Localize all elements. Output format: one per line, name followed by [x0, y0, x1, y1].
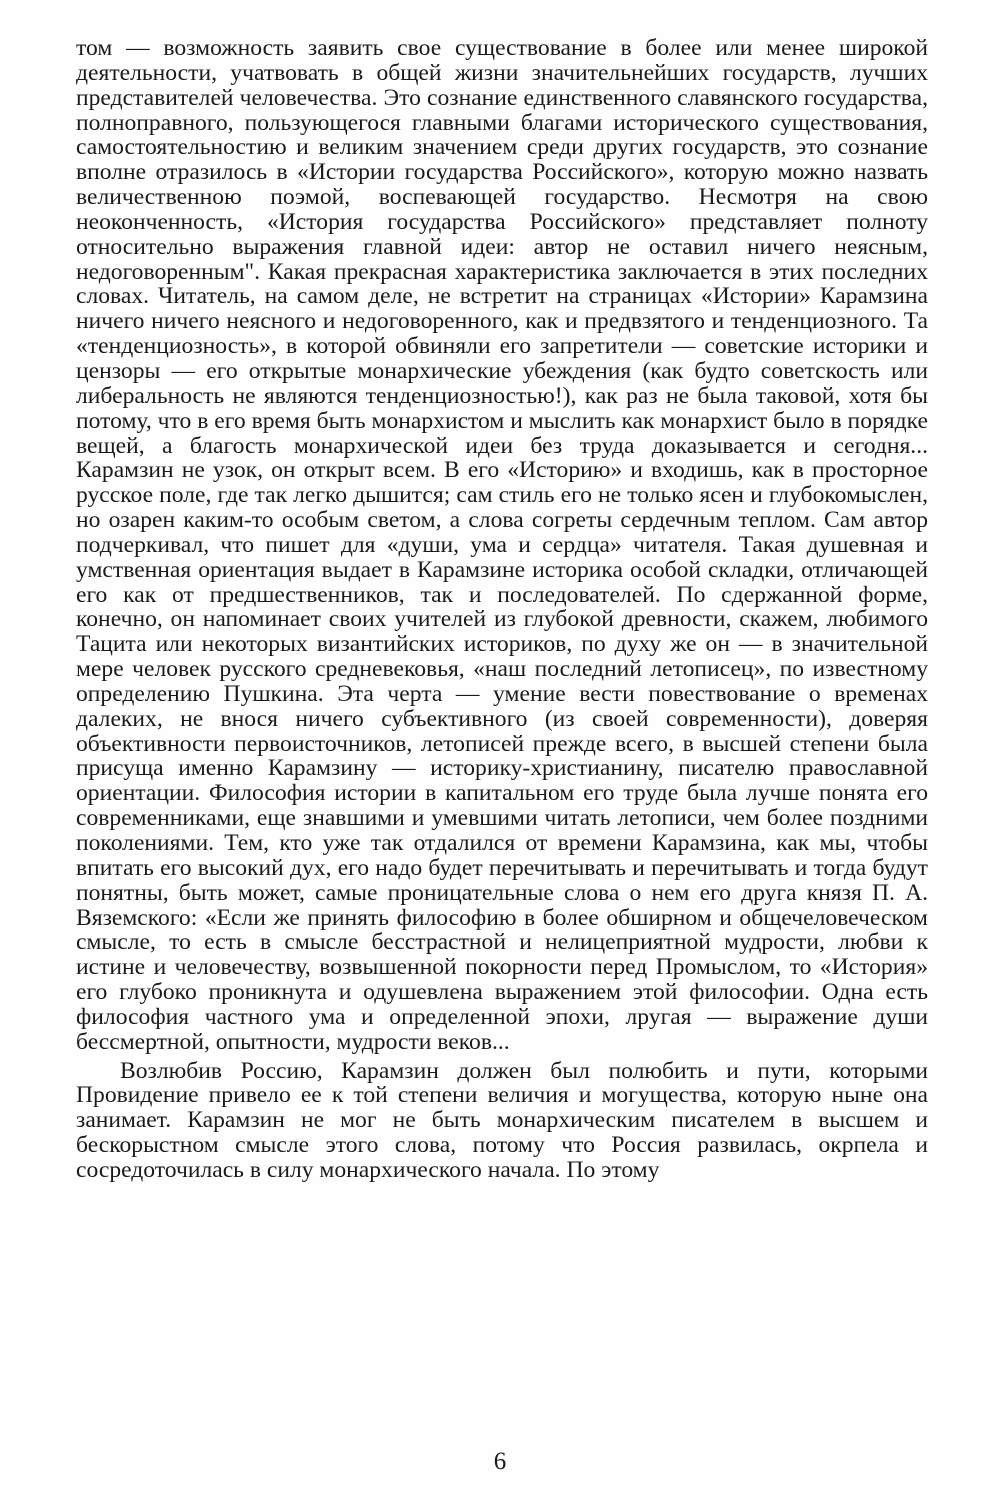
body-text	[76, 36, 928, 1183]
paragraph-indented: Возлюбив Россию, Карамзин должен был полюбить и пути, которыми Провидение привело ее к той степени величия и могущества, которую ныне она занимает. Карамзин не мог не быть монархическим писателем в высшем и бескорыстном смысле этого слова, потому что Россия развилась, окрпела и сосредоточилась в силу монархического начала. По этому	[76, 1057, 928, 1183]
paragraph-continued: том — возможность заявить свое существование в более или менее широкой деятельности, учатвовать в общей жизни значительнейших государств, лучших представителей человечества. Это сознание единственного славянского государства, полноправного, пользующегося главными благами исторического существования, самостоятельностию и великим значением среди других государств, это сознание вполне отразилось в «Истории государства Российского», которую можно назвать величественною поэмой, воспевающей государство. Несмотря на свою неоконченность, «История государства Российского» представляет полноту относительно выражения главной идеи: автор не оставил ничего неясным, недоговоренным". Какая прекрасная характеристика заключается в этих последних словах. Читатель, на самом деле, не встретит на страницах «Истории» Карамзина ничего ничего неясного и недоговоренного, как и предвзятого и тенденциозного. Та «тенденциозность», в которой обвиняли его запретители — советские историки и цензоры — его открытые монархические убеждения (как будто советскость или либеральность не являются тенденциозностью!), как раз не была таковой, хотя бы потому, что в его время быть монархистом и мыслить как монархист было в порядке вещей, а благость монархической идеи без труда доказывается и сегодня... Карамзин не узок, он открыт всем. В его «Историю» и входишь, как в просторное русское поле, где так легко дышится; сам стиль его не только ясен и глубокомыслен, но озарен каким-то особым светом, а слова согреты сердечным теплом. Сам автор подчеркивал, что пишет для «души, ума и сердца» читателя. Такая душевная и умственная ориентация выдает в Карамзине историка особой складки, отличающей его как от предшественников, так и последователей. По сдержанной форме, конечно, он напоминает своих учителей из глубокой древности, скажем, любимого Тацита или некоторых византийских историков, по духу же он — в значительной мере человек русского средневековья, «наш последний летописец», по известному определению Пушкина. Эта черта — умение вести повествование о временах далеких, не внося ничего субъективного (из своей современности), доверяя объективности первоисточников, летописей прежде всего, в высшей степени была присуща именно Карамзину — историку-христианину, писателю православной ориентации. Философия истории в капитальном его труде была лучше понята его современниками, еще знавшими и умевшими читать летописи, чем более поздними поколениями. Тем, кто уже так отдалился от времени Карамзина, как мы, чтобы впитать его высокий дух, его надо будет перечитывать и перечитывать и тогда будут понятны, быть может, самые проницательные слова о нем его друга князя П. А. Вяземского: «Если же принять философию в более обширном и общечеловеческом смысле, то есть в смысле бесстрастной и нелицеприятной мудрости, любви к истине и человечеству, возвышенной покорности перед Промыслом, то «История» его глубоко проникнута и одушевлена выражением этой философии. Одна есть философия частного ума и определенной эпохи, лругая — выражение души бессмертной, опытности, мудрости веков...	[76, 35, 928, 1055]
page-number: 6	[493, 1448, 507, 1475]
